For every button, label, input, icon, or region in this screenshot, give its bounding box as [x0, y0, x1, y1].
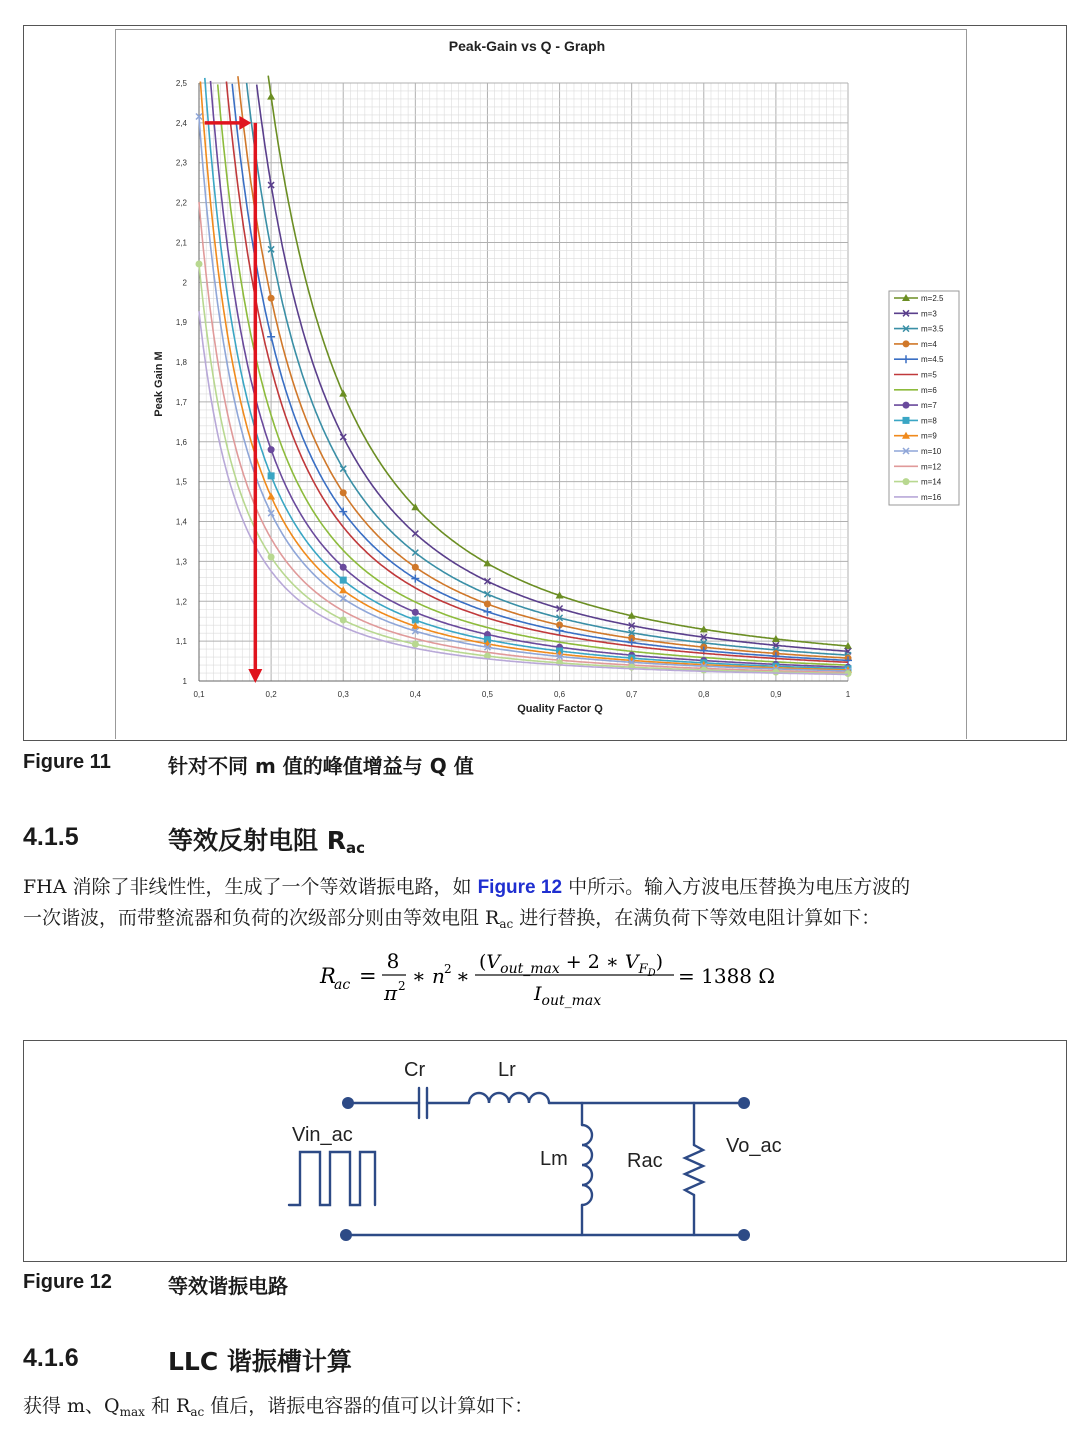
section-415-paragraph: [23, 872, 1063, 935]
terminal-out-bottom: [738, 1229, 750, 1241]
peak-gain-chart: [115, 29, 967, 739]
legend-entry: m=2.5: [921, 294, 944, 303]
formula-times-2: ∗: [456, 964, 470, 988]
formula-pi-sq: 2: [398, 979, 406, 993]
series-marker: [903, 478, 910, 485]
x-tick-label: 0,4: [409, 690, 421, 699]
figure-12-link[interactable]: Figure 12: [477, 877, 563, 898]
resistor-rac: [685, 1145, 703, 1195]
series-marker: [903, 417, 910, 424]
x-tick-label: 0,7: [626, 690, 638, 699]
figure-11-label: Figure 11: [23, 751, 111, 773]
section-415-title-sub: ac: [345, 839, 365, 857]
section-415-title: [168, 821, 365, 857]
series-marker: [412, 609, 419, 616]
y-tick-label: 2,3: [175, 158, 187, 168]
chart-title: Peak-Gain vs Q - Graph: [448, 38, 606, 54]
para-line-2-a: 一次谐波，而带整流器和负荷的次级部分则由等效电阻 R: [23, 907, 500, 929]
formula-times-1: ∗ n: [412, 964, 445, 988]
formula-lhs-sub: ac: [334, 977, 351, 993]
rac-formula: [310, 940, 790, 1012]
para-line-2-b: 进行替换，在满负荷下等效电阻计算如下：: [513, 907, 881, 929]
series-marker: [196, 261, 203, 268]
section-416-number: 4.1.6: [23, 1344, 79, 1372]
x-tick-label: 0,3: [337, 690, 349, 699]
x-tick-label: 0,8: [698, 690, 710, 699]
s416-text-b: 和 R: [144, 1395, 191, 1417]
series-marker: [845, 670, 852, 677]
s416-sub-max: max: [119, 1405, 145, 1419]
legend-entry: m=3.5: [921, 324, 944, 334]
resonant-circuit: [23, 1040, 1067, 1262]
x-tick-label: 0,1: [193, 690, 205, 699]
y-tick-label: 1,2: [175, 597, 187, 607]
formula-den-pi: π: [384, 981, 398, 1005]
chart-legend: [889, 291, 959, 505]
y-tick-label: 1,6: [175, 437, 187, 447]
s416-text-a: 获得 m、Q: [23, 1395, 120, 1417]
y-tick-label: 1,4: [175, 517, 187, 527]
x-tick-label: 0,9: [770, 690, 782, 699]
figure-12-label: Figure 12: [23, 1271, 112, 1293]
formula-lhs: R: [320, 964, 336, 988]
legend-entry: m=5: [921, 370, 937, 380]
para-line-1: [23, 872, 1063, 903]
label-vin: Vin_ac: [292, 1124, 353, 1146]
legend-entry: m=8: [921, 416, 937, 426]
series-marker: [628, 664, 635, 671]
section-415-number: 4.1.5: [23, 823, 79, 851]
x-tick-label: 0,5: [481, 690, 494, 699]
y-tick-label: 1,1: [175, 637, 187, 647]
formula-result: = 1388 Ω: [678, 964, 775, 988]
y-tick-label: 2,2: [175, 198, 187, 208]
figure-12-caption: 等效谐振电路: [168, 1274, 288, 1298]
figure-11-caption: 针对不同 m 值的峰值增益与 Q 值: [168, 754, 474, 778]
section-416-title: LLC 谐振槽计算: [168, 1347, 352, 1376]
series-marker: [340, 577, 347, 584]
series-marker: [903, 402, 910, 409]
square-wave-source: [289, 1152, 375, 1205]
y-tick-label: 2: [182, 278, 187, 288]
label-lm: Lm: [540, 1148, 568, 1170]
terminal-in-bottom: [340, 1229, 352, 1241]
series-marker: [772, 669, 779, 676]
legend-entry: m=9: [921, 431, 937, 441]
formula-denominator: $I_{out\_max}$: [534, 983, 602, 1009]
label-lr: Lr: [498, 1059, 516, 1081]
x-tick-label: 0,6: [553, 690, 566, 699]
series-marker: [412, 641, 419, 648]
y-tick-label: 2,5: [175, 79, 187, 88]
legend-entry: m=12: [921, 462, 942, 472]
y-tick-label: 2,1: [175, 238, 187, 248]
y-tick-label: 2,4: [175, 118, 187, 128]
formula-num-8: 8: [386, 949, 400, 973]
series-marker: [903, 340, 910, 347]
legend-entry: m=7: [921, 401, 937, 411]
series-marker: [412, 564, 419, 571]
legend-entry: m=16: [921, 492, 942, 502]
formula-eq1: =: [359, 964, 377, 988]
label-vo: Vo_ac: [726, 1135, 782, 1157]
label-rac: Rac: [627, 1150, 663, 1172]
para-line-2-sub: ac: [499, 917, 514, 931]
series-marker: [340, 489, 347, 496]
x-tick-label: 1: [845, 690, 851, 699]
label-cr: Cr: [404, 1059, 426, 1081]
s416-text-c: 值后，谐振电容器的值可以计算如下：: [204, 1395, 534, 1417]
series-marker: [484, 600, 491, 607]
y-axis-label: Peak Gain M: [153, 351, 165, 417]
series-marker: [268, 446, 275, 453]
legend-box: [889, 291, 959, 505]
y-tick-label: 1,9: [175, 318, 187, 328]
series-marker: [340, 617, 347, 624]
legend-entry: m=14: [921, 477, 942, 487]
legend-entry: m=6: [921, 385, 937, 395]
terminal-in-top: [342, 1097, 354, 1109]
y-tick-label: 1,8: [175, 358, 187, 368]
inductor-lr: [469, 1093, 549, 1103]
formula-numerator: ($V_{out\_max} + 2$ ∗ $V_FD$): [479, 951, 664, 979]
para-line-1-b: 中所示。输入方波电压替换为电压方波的: [562, 876, 911, 898]
legend-entry: m=4.5: [921, 355, 944, 365]
x-tick-label: 0,2: [265, 690, 277, 699]
y-tick-label: 1,3: [175, 557, 187, 567]
inductor-lm: [582, 1125, 592, 1205]
y-tick-label: 1,7: [175, 397, 187, 407]
section-415-title-text: 等效反射电阻 R: [168, 826, 346, 855]
series-marker: [268, 295, 275, 302]
series-marker: [268, 472, 275, 479]
y-tick-label: 1,5: [175, 477, 187, 487]
series-marker: [340, 564, 347, 571]
legend-entry: m=4: [921, 339, 937, 349]
series-marker: [700, 667, 707, 674]
para-line-2: [23, 903, 1063, 935]
legend-entry: m=10: [921, 447, 942, 456]
x-axis-label: Quality Factor Q: [517, 703, 603, 715]
series-marker: [268, 554, 275, 561]
legend-entry: m=3: [921, 309, 937, 319]
terminal-out-top: [738, 1097, 750, 1109]
para-line-1-a: FHA 消除了非线性性，生成了一个等效谐振电路，如: [23, 876, 478, 898]
formula-n-sq: 2: [444, 962, 452, 976]
s416-sub-ac: ac: [190, 1405, 205, 1419]
y-tick-label: 1: [182, 677, 187, 686]
section-416-paragraph: [23, 1391, 533, 1423]
